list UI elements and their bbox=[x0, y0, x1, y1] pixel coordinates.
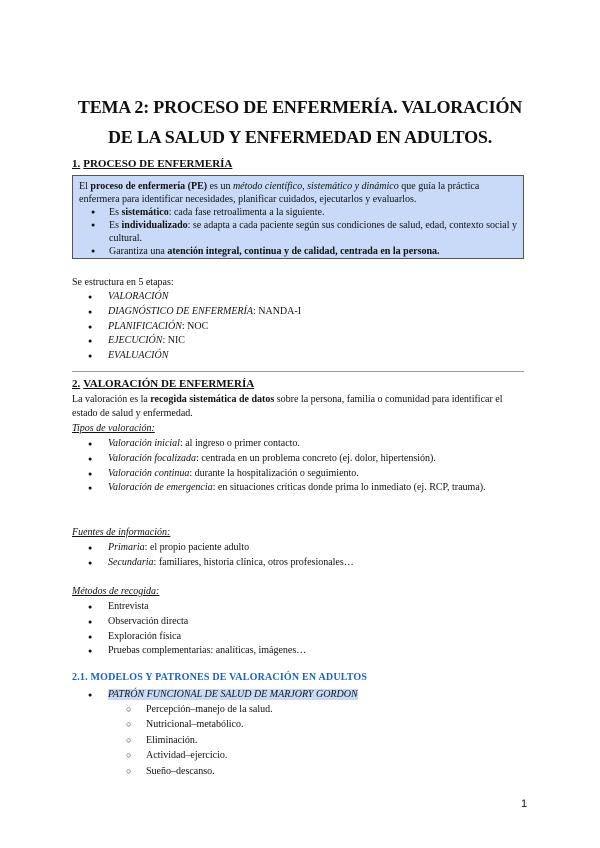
types-title: Tipos de valoración: bbox=[72, 423, 155, 434]
method-item: ● Exploración física bbox=[72, 630, 306, 645]
section-1-title: PROCESO DE ENFERMERÍA bbox=[83, 158, 233, 170]
page-number: 1 bbox=[521, 798, 528, 810]
valoracion-definition bbox=[72, 393, 524, 421]
method-item: ● Pruebas complementarias: analíticas, imágenes… bbox=[72, 644, 306, 659]
source-item bbox=[72, 556, 354, 571]
section-2-heading bbox=[72, 378, 254, 390]
type-name: Valoración focalizada bbox=[108, 452, 197, 464]
section-1-heading bbox=[72, 158, 232, 170]
gordon-item bbox=[72, 688, 358, 703]
box-bullet-2 bbox=[79, 219, 517, 245]
bullet-1-bold: sistemático bbox=[121, 207, 169, 218]
type-item bbox=[72, 437, 524, 452]
stages-intro: Se estructura en 5 etapas: bbox=[72, 277, 174, 288]
box-bullet-1 bbox=[79, 206, 517, 219]
type-detail: : durante la hospitalización o seguimiento. bbox=[189, 467, 359, 479]
stage-item bbox=[72, 290, 301, 305]
source-item bbox=[72, 541, 354, 556]
type-item bbox=[72, 452, 524, 467]
bullet-2-post: : se adapta a cada paciente según sus condiciones de salud, edad, contexto social y cultural. bbox=[109, 220, 517, 244]
bullet-1-post: : cada fase retroalimenta a la siguiente. bbox=[168, 207, 325, 218]
stage-name: VALORACIÓN bbox=[108, 291, 169, 302]
intro-text-c: es un bbox=[207, 181, 233, 192]
intro-bold: proceso de enfermería (PE) bbox=[90, 181, 208, 192]
intro-text-a: El bbox=[79, 181, 91, 192]
bullet-1-pre: Es bbox=[109, 207, 122, 218]
source-detail: : familiares, historia clínica, otros profesionales… bbox=[153, 556, 354, 568]
box-bullet-3 bbox=[79, 245, 517, 258]
stage-name: EJECUCIÓN bbox=[108, 335, 163, 347]
stage-name: DIAGNÓSTICO DE ENFERMERÍA bbox=[108, 305, 253, 317]
bullet-3-pre: Garantiza una bbox=[109, 246, 168, 257]
section-2-number: 2. bbox=[72, 378, 81, 390]
sources-title: Fuentes de información: bbox=[72, 527, 171, 538]
type-detail: : al ingreso o primer contacto. bbox=[179, 438, 300, 449]
intro-text-e: que guía la práctica enfermera para identificar necesidades, planificar cuidados, ejecutarlos y evaluarlos. bbox=[79, 181, 480, 205]
page-title bbox=[60, 92, 540, 152]
patterns-list bbox=[110, 702, 273, 779]
pattern-item: ○ Eliminación. bbox=[110, 733, 273, 748]
stage-name: PLANIFICACIÓN bbox=[108, 320, 182, 332]
section-divider bbox=[72, 371, 524, 372]
source-name: Primaria bbox=[108, 542, 145, 553]
pattern-item: ○ Actividad–ejercicio. bbox=[110, 748, 273, 763]
pattern-item: ○ Percepción–manejo de la salud. bbox=[110, 702, 273, 717]
types-list bbox=[72, 437, 524, 496]
box-intro bbox=[79, 180, 517, 206]
section-2-1-heading: 2.1. MODELOS Y PATRONES DE VALORACIÓN EN ADULTOS bbox=[72, 672, 368, 683]
pattern-item: ○ Sueño–descanso. bbox=[110, 764, 273, 779]
stage-item bbox=[72, 334, 301, 349]
type-name: Valoración inicial bbox=[108, 438, 180, 449]
type-name: Valoración de emergencia bbox=[108, 482, 213, 494]
title-line-1: TEMA 2: PROCESO DE ENFERMERÍA. VALORACIÓN bbox=[77, 97, 523, 117]
stage-detail: : NIC bbox=[162, 335, 185, 347]
stages-list bbox=[72, 290, 301, 364]
intro-italic: método científico, sistemático y dinámico bbox=[232, 181, 399, 192]
method-item: ● Entrevista bbox=[72, 600, 306, 615]
methods-list bbox=[72, 600, 306, 659]
stage-detail: : NANDA-I bbox=[252, 305, 302, 317]
def-bold: recogida sistemática de datos bbox=[150, 394, 275, 405]
method-item: ● Observación directa bbox=[72, 615, 306, 630]
methods-title: Métodos de recogida: bbox=[72, 586, 160, 597]
type-name: Valoración continua bbox=[108, 467, 190, 479]
stage-item bbox=[72, 320, 301, 335]
stage-detail: : NOC bbox=[181, 320, 209, 332]
bullet-2-pre: Es bbox=[109, 220, 122, 231]
definition-box bbox=[72, 175, 524, 259]
type-detail: : en situaciones críticas donde prima lo inmediato (ej. RCP, trauma). bbox=[212, 482, 486, 494]
pattern-item: ○ Nutricional–metabólico. bbox=[110, 717, 273, 732]
title-line-2: DE LA SALUD Y ENFERMEDAD EN ADULTOS. bbox=[107, 127, 493, 147]
sources-list bbox=[72, 541, 354, 571]
type-item bbox=[72, 481, 524, 496]
def-text-a: La valoración es la bbox=[72, 394, 151, 405]
type-detail: : centrada en un problema concreto (ej. dolor, hipertensión). bbox=[196, 452, 436, 464]
stage-item bbox=[72, 305, 301, 320]
gordon-title: PATRÓN FUNCIONAL DE SALUD DE MARJORY GORDON bbox=[108, 689, 358, 700]
type-item bbox=[72, 467, 524, 482]
box-bullets bbox=[79, 206, 517, 258]
stage-name: EVALUACIÓN bbox=[108, 350, 169, 362]
stage-item bbox=[72, 349, 301, 364]
bullet-3-bold: atención integral, continua y de calidad, centrada en la persona. bbox=[167, 246, 440, 257]
def-text-c: sobre la persona, familia o comunidad para identificar el estado de salud y enfermedad. bbox=[72, 394, 503, 419]
section-2-title: VALORACIÓN DE ENFERMERÍA bbox=[83, 378, 255, 390]
source-name: Secundaria bbox=[108, 556, 154, 568]
bullet-2-bold: individualizado bbox=[121, 220, 188, 231]
source-detail: : el propio paciente adulto bbox=[144, 542, 250, 553]
gordon-list bbox=[72, 688, 358, 703]
section-1-number: 1. bbox=[72, 158, 81, 170]
